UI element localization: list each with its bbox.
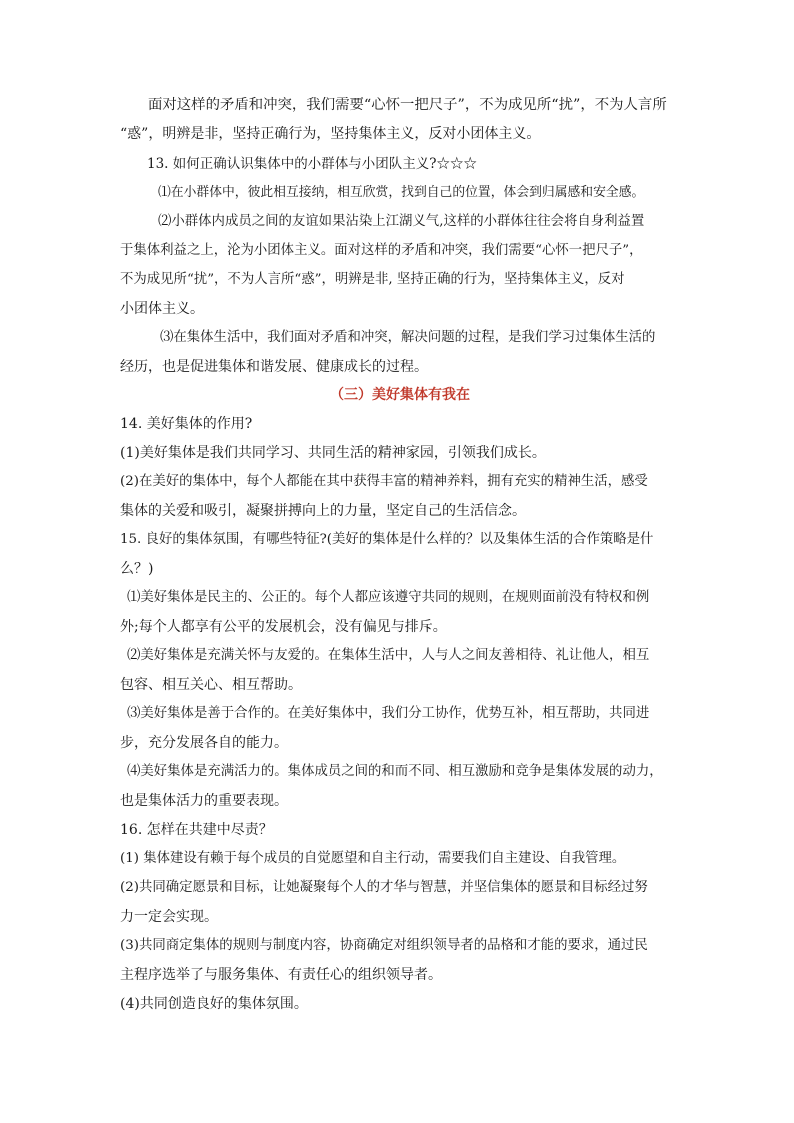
text-line: (3)共同商定集体的规则与制度内容，协商确定对组织领导者的品格和才能的要求，通过民 bbox=[120, 938, 648, 953]
text-line: 14. 美好集体的作用? bbox=[120, 416, 253, 432]
text-line: 步，充分发展各自的能力。 bbox=[120, 735, 288, 751]
text-line: 13. 如何正确认识集体中的小群体与小团队主义?☆☆☆ bbox=[147, 156, 477, 172]
text-line: 15. 良好的集体氛围，有哪些特征?(美好的集体是什么样的？以及集体生活的合作策略是什 bbox=[120, 532, 654, 547]
text-line: 于集体利益之上，沦为小团体主义。面对这样的矛盾和冲突，我们需要“心怀一把尺子”， bbox=[120, 243, 643, 258]
text-line: 力一定会实现。 bbox=[120, 909, 218, 925]
text-line: ⑵美好集体是充满关怀与友爱的。在集体生活中，人与人之间友善相待、礼让他人，相互 bbox=[127, 648, 650, 663]
text-line: “惑”，明辨是非，坚持正确行为，坚持集体主义，反对小团体主义。 bbox=[120, 126, 541, 142]
text-line: ⑷美好集体是充满活力的。集体成员之间的和而不同、相互激励和竞争是集体发展的动力， bbox=[127, 764, 663, 779]
text-line: ⑴美好集体是民主的、公正的。每个人都应该遵守共同的规则，在规则面前没有特权和例 bbox=[127, 590, 650, 605]
text-line: ⑶在集体生活中，我们面对矛盾和冲突，解决问题的过程，是我们学习过集体生活的 bbox=[160, 330, 656, 345]
text-line: 么？) bbox=[120, 561, 154, 577]
text-line: 也是集体活力的重要表现。 bbox=[120, 793, 288, 809]
text-line: 面对这样的矛盾和冲突，我们需要“心怀一把尺子”，不为成见所“扰”，不为人言所 bbox=[148, 97, 667, 113]
text-line: 包容、相互关心、相互帮助。 bbox=[120, 677, 302, 693]
text-line: 小团体主义。 bbox=[120, 301, 204, 317]
text-line: (2)共同确定愿景和目标，让她凝聚每个人的才华与智慧，并坚信集体的愿景和目标经过努 bbox=[120, 880, 648, 895]
section-heading: （三）美好集体有我在 bbox=[330, 387, 470, 403]
text-line: 集体的关爱和吸引，凝聚拼搏向上的力量，坚定自己的生活信念。 bbox=[120, 503, 526, 519]
text-line: (1)美好集体是我们共同学习、共同生活的精神家园，引领我们成长。 bbox=[120, 445, 546, 461]
text-line: ⑶美好集体是善于合作的。在美好集体中，我们分工协作，优势互补，相互帮助，共同进 bbox=[127, 706, 650, 721]
text-line: 外;每个人都享有公平的发展机会，没有偏见与排斥。 bbox=[120, 619, 447, 635]
text-line: ⑴在小群体中，彼此相互接纳，相互欣赏，找到自己的位置，体会到归属感和安全感。 bbox=[158, 185, 645, 200]
text-line: (4)共同创造良好的集体氛围。 bbox=[120, 996, 308, 1012]
text-line: 经历，也是促进集体和谐发展、健康成长的过程。 bbox=[120, 359, 428, 375]
text-line: (2)在美好的集体中，每个人都能在其中获得丰富的精神养料，拥有充实的精神生活，感受 bbox=[120, 474, 648, 489]
text-line: (1) 集体建设有赖于每个成员的自觉愿望和自主行动，需要我们自主建设、自我管理。 bbox=[120, 851, 626, 866]
text-line: 不为成见所“扰”，不为人言所“惑”，明辨是非, 坚持正确的行为，坚持集体主义，反对 bbox=[120, 272, 625, 287]
text-line: ⑵小群体内成员之间的友谊如果沾染上江湖义气,这样的小群体往往会将自身利益置 bbox=[158, 214, 645, 229]
text-line: 16. 怎样在共建中尽责？ bbox=[120, 822, 273, 838]
text-line: 主程序选举了与服务集体、有责任心的组织领导者。 bbox=[120, 967, 442, 983]
